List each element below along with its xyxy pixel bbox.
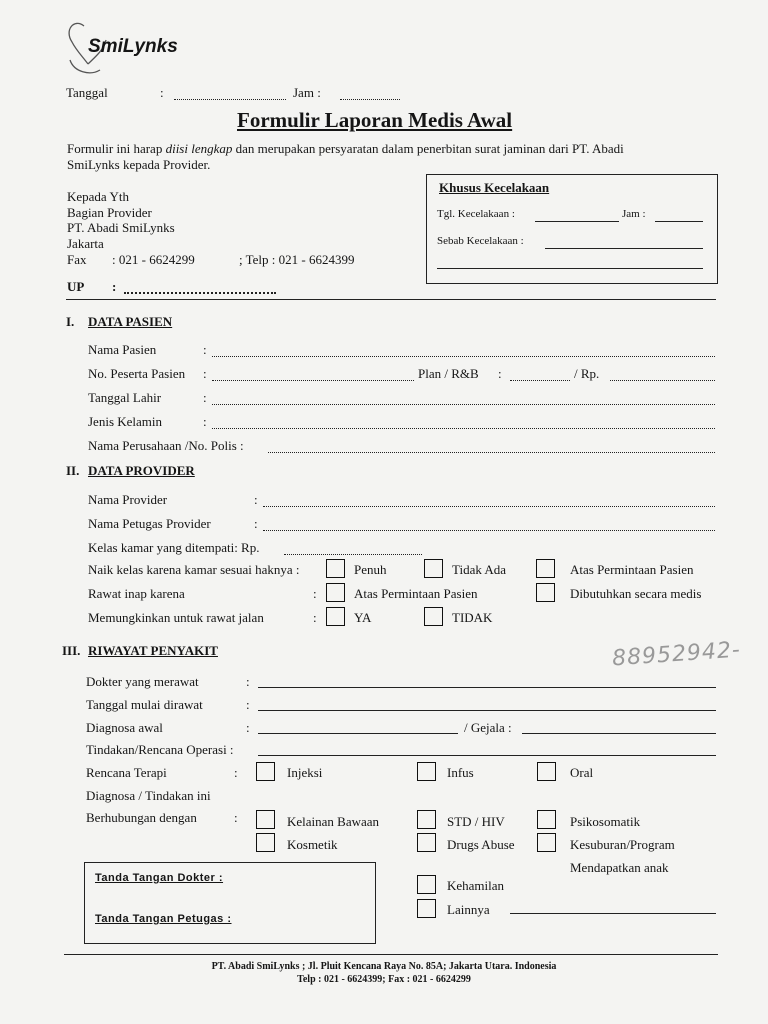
- section1-title: DATA PASIEN: [88, 314, 173, 329]
- footer-divider: [64, 954, 718, 955]
- rp-field[interactable]: [610, 380, 715, 381]
- atas-permintaan-pasien-label: Atas Permintaan Pasien: [570, 562, 694, 577]
- form-title: Formulir Laporan Medis Awal: [237, 108, 513, 132]
- std-hiv-label: STD / HIV: [447, 814, 505, 829]
- tanggal-label: Tanggal: [66, 85, 108, 100]
- telp-value: ; Telp : 021 - 6624399: [239, 252, 355, 267]
- dokter-label: Dokter yang merawat: [86, 674, 199, 689]
- intro-line1: Formulir ini harap diisi lengkap dan merupakan persyaratan dalam penerbitan surat jaminan dari PT. Abadi: [67, 141, 624, 156]
- nama-petugas-field[interactable]: [263, 530, 715, 531]
- section2-number: II.: [66, 463, 80, 478]
- addressee-line3: PT. Abadi SmiLynks: [67, 220, 175, 235]
- ya-checkbox[interactable]: [326, 607, 345, 626]
- fax-value: : 021 - 6624299: [112, 252, 195, 267]
- signature-dokter-label: Tanda Tangan Dokter :: [95, 872, 224, 884]
- footer-address: PT. Abadi SmiLynks ; Jl. Pluit Kencana Raya No. 85A; Jakarta Utara. Indonesia: [211, 961, 557, 972]
- handwritten-number: 88952942-: [611, 637, 742, 672]
- kesuburan-label-1: Kesuburan/Program: [570, 837, 675, 852]
- plan-label: Plan / R&B: [418, 366, 479, 381]
- atas-permintaan-pasien-checkbox[interactable]: [536, 559, 555, 578]
- accident-cause-field[interactable]: [545, 248, 703, 249]
- perusahaan-field[interactable]: [268, 452, 715, 453]
- footer-contact: Telp : 021 - 6624399; Fax : 021 - 6624299: [297, 974, 471, 985]
- naik-kelas-label: Naik kelas karena kamar sesuai haknya :: [88, 562, 300, 577]
- diagnosa-awal-field[interactable]: [258, 733, 458, 734]
- kelainan-bawaan-label: Kelainan Bawaan: [287, 814, 380, 829]
- no-peserta-field[interactable]: [212, 380, 414, 381]
- accident-date-label: Tgl. Kecelakaan :: [437, 208, 515, 220]
- jenis-kelamin-field[interactable]: [212, 428, 715, 429]
- kosmetik-label: Kosmetik: [287, 837, 338, 852]
- section3-number: III.: [62, 643, 81, 658]
- lainnya-label: Lainnya: [447, 902, 490, 917]
- addressee-line1: Kepada Yth: [67, 189, 129, 204]
- accident-cause-label: Sebab Kecelakaan :: [437, 235, 524, 247]
- accident-jam-field[interactable]: [655, 221, 703, 222]
- form-page: SmiLynks Tanggal : Jam : Formulir Laporan Medis Awal Formulir ini harap diisi lengkap dan merupakan persyaratan dalam penerbitan surat jaminan dari PT. Abadi SmiLynks kepada Provider. Kepada Yth Bagian Provider PT. Abadi SmiLynks Jakarta Fax : 021 - 6624299 ; Telp : 021 - 6624399 UP : Khusus Kecelakaan Tgl. Kecelakaan : Jam : Sebab Kecelakaan : I. DATA PASIEN Nama Pasien : No. Peserta Pasien : Plan / R&B : / Rp. Tanggal Lahir : Jenis Kelamin : Nama Perusahaan /No. Polis : II. DATA PROVIDER Nama Provider : Nama Petugas Provider : Kelas kamar yang ditempati: Rp. Naik kelas karena kamar sesuai haknya : Penuh Tidak Ada Atas Permintaan Pasien Rawat inap karena : Atas Permintaan Pasien Dibutuhkan secara medis Memungkinkan untuk rawat jalan : YA TIDAK III. RIWAYAT PENYAKIT 88952942- Dokter yang merawat : Tanggal mulai dirawat : Diagnosa awal : / Gejala : Tindakan/Rencana Operasi : Rencana Terapi : Injeksi Infus Oral Diagnosa / Tindakan ini Berhubungan dengan : Kelainan Bawaan STD / HIV Psikosomatik Kosmetik Drugs Abuse Kesuburan/Program Mendapatkan anak Kehamilan Lainnya Tanda Tangan Dokter : Tanda Tangan Petugas : PT. Abadi SmiLynks ; Jl. Pluit Kencana Raya No. 85A; Jakarta Utara. Indonesia Telp : 021 - 6624399; Fax : 021 - 6624299: [0, 0, 768, 1024]
- oral-label: Oral: [570, 765, 594, 780]
- up-field[interactable]: [124, 292, 276, 294]
- addressee-line4: Jakarta: [67, 236, 104, 251]
- tanggal-lahir-field[interactable]: [212, 404, 715, 405]
- penuh-label: Penuh: [354, 562, 387, 577]
- nama-pasien-field[interactable]: [212, 356, 715, 357]
- tindakan-operasi-label: Tindakan/Rencana Operasi :: [86, 742, 234, 757]
- accident-box: [426, 174, 718, 284]
- dibutuhkan-medis-checkbox[interactable]: [536, 583, 555, 602]
- kehamilan-label: Kehamilan: [447, 878, 505, 893]
- jenis-kelamin-label: Jenis Kelamin: [88, 414, 163, 429]
- rawat-jalan-label: Memungkinkan untuk rawat jalan: [88, 610, 264, 625]
- infus-checkbox[interactable]: [417, 762, 436, 781]
- dokter-field[interactable]: [258, 687, 716, 688]
- nama-provider-field[interactable]: [263, 506, 715, 507]
- tanggal-field[interactable]: [174, 99, 286, 100]
- ya-label: YA: [354, 610, 372, 625]
- kelas-kamar-label: Kelas kamar yang ditempati: Rp.: [88, 540, 260, 555]
- kelainan-bawaan-checkbox[interactable]: [256, 810, 275, 829]
- drugs-abuse-checkbox[interactable]: [417, 833, 436, 852]
- tanggal-mulai-field[interactable]: [258, 710, 716, 711]
- rawat-atas-permintaan-checkbox[interactable]: [326, 583, 345, 602]
- lainnya-field[interactable]: [510, 913, 716, 914]
- header-divider: [66, 299, 716, 300]
- rawat-inap-label: Rawat inap karena: [88, 586, 185, 601]
- penuh-checkbox[interactable]: [326, 559, 345, 578]
- tanggal-mulai-label: Tanggal mulai dirawat: [86, 697, 203, 712]
- tidak-ada-checkbox[interactable]: [424, 559, 443, 578]
- kelas-kamar-field[interactable]: [284, 554, 422, 555]
- section1-number: I.: [66, 314, 75, 329]
- jam-field[interactable]: [340, 99, 400, 100]
- perusahaan-label: Nama Perusahaan /No. Polis :: [88, 438, 244, 453]
- accident-cause-field-2[interactable]: [437, 268, 703, 269]
- tindakan-operasi-field[interactable]: [258, 755, 716, 756]
- up-label: UP: [67, 279, 85, 294]
- rp-label: / Rp.: [574, 366, 600, 381]
- psikosomatik-label: Psikosomatik: [570, 814, 641, 829]
- accident-box-title: Khusus Kecelakaan: [439, 180, 550, 195]
- nama-provider-label: Nama Provider: [88, 492, 168, 507]
- injeksi-label: Injeksi: [287, 765, 323, 780]
- plan-field[interactable]: [510, 380, 570, 381]
- section2-title: DATA PROVIDER: [88, 463, 195, 478]
- tanggal-lahir-label: Tanggal Lahir: [88, 390, 162, 405]
- gejala-label: / Gejala :: [464, 720, 512, 735]
- gejala-field[interactable]: [522, 733, 716, 734]
- injeksi-checkbox[interactable]: [256, 762, 275, 781]
- tidak-checkbox[interactable]: [424, 607, 443, 626]
- lainnya-checkbox[interactable]: [417, 899, 436, 918]
- kesuburan-checkbox[interactable]: [537, 833, 556, 852]
- fax-label: Fax: [67, 252, 87, 267]
- diagnosa-awal-label: Diagnosa awal: [86, 720, 163, 735]
- tidak-ada-label: Tidak Ada: [452, 562, 507, 577]
- tidak-label: TIDAK: [452, 610, 493, 625]
- kesuburan-label-2: Mendapatkan anak: [570, 860, 669, 875]
- intro-line2: SmiLynks kepada Provider.: [67, 157, 211, 172]
- psikosomatik-checkbox[interactable]: [537, 810, 556, 829]
- no-peserta-label: No. Peserta Pasien: [88, 366, 186, 381]
- jam-label: Jam :: [293, 85, 321, 100]
- infus-label: Infus: [447, 765, 474, 780]
- kosmetik-checkbox[interactable]: [256, 833, 275, 852]
- rencana-terapi-label: Rencana Terapi: [86, 765, 167, 780]
- nama-petugas-label: Nama Petugas Provider: [88, 516, 211, 531]
- kehamilan-checkbox[interactable]: [417, 875, 436, 894]
- company-logo: SmiLynks: [88, 36, 178, 57]
- accident-jam-label: Jam :: [622, 208, 646, 220]
- nama-pasien-label: Nama Pasien: [88, 342, 157, 357]
- accident-date-field[interactable]: [535, 221, 619, 222]
- section3-title: RIWAYAT PENYAKIT: [88, 643, 218, 658]
- signature-box: [84, 862, 376, 944]
- std-hiv-checkbox[interactable]: [417, 810, 436, 829]
- up-colon: :: [112, 279, 117, 294]
- tanggal-colon: :: [160, 85, 164, 100]
- diagnosa-tindakan-label-1: Diagnosa / Tindakan ini: [86, 788, 211, 803]
- rawat-atas-permintaan-label: Atas Permintaan Pasien: [354, 586, 478, 601]
- dibutuhkan-medis-label: Dibutuhkan secara medis: [570, 586, 702, 601]
- drugs-abuse-label: Drugs Abuse: [447, 837, 515, 852]
- addressee-line2: Bagian Provider: [67, 205, 152, 220]
- oral-checkbox[interactable]: [537, 762, 556, 781]
- diagnosa-tindakan-label-2: Berhubungan dengan: [86, 810, 197, 825]
- signature-petugas-label: Tanda Tangan Petugas :: [95, 913, 232, 925]
